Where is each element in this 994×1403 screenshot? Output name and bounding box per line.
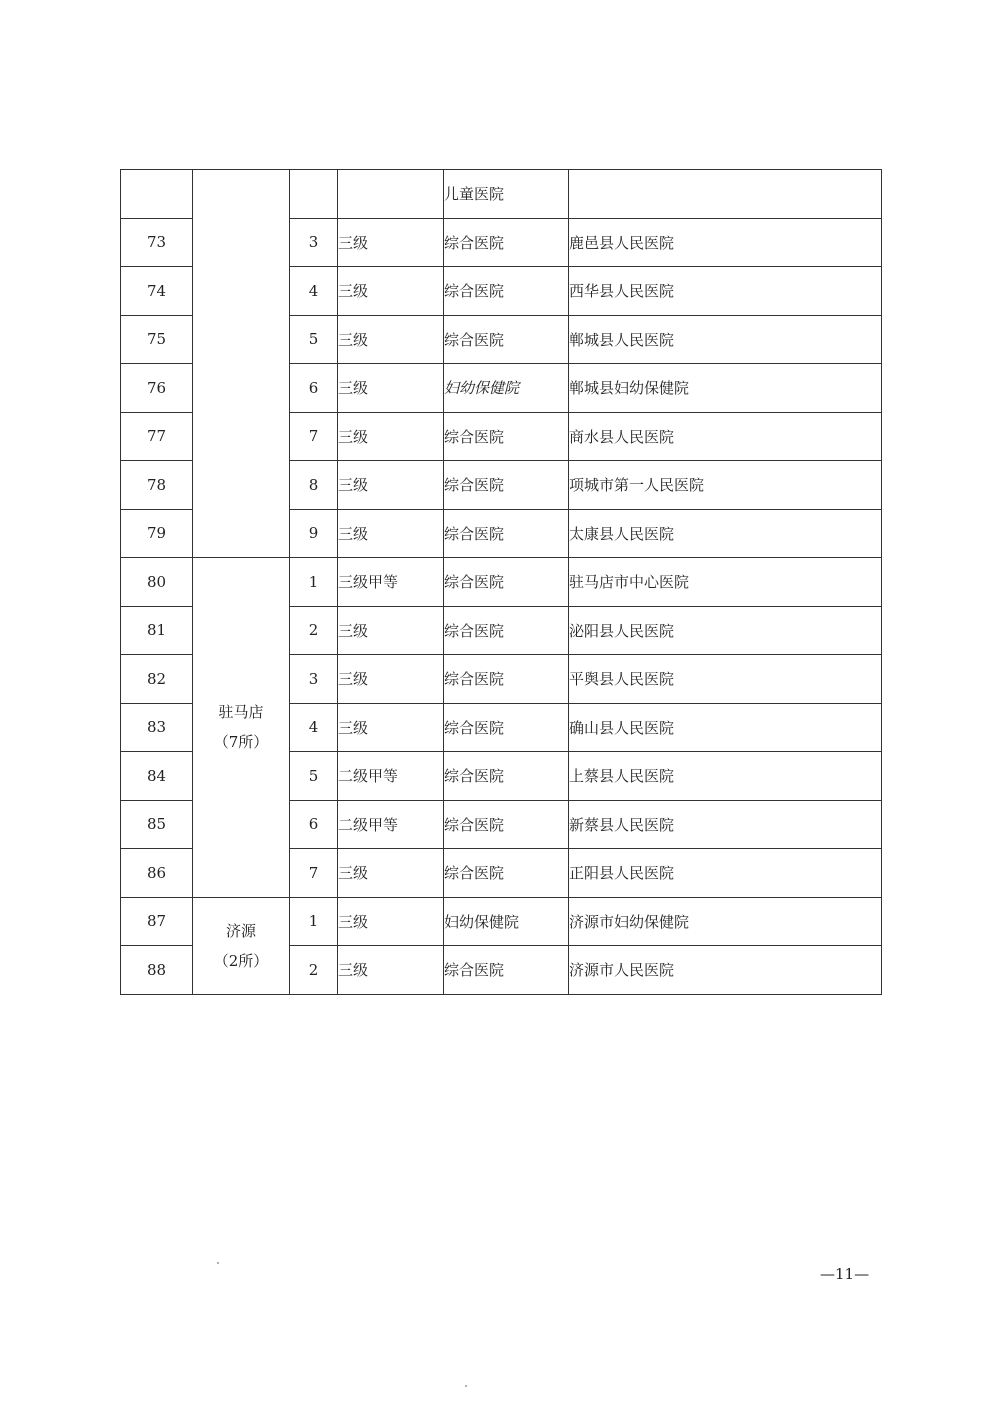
hospital-level: 三级 [338, 509, 444, 558]
hospital-level: 三级 [338, 461, 444, 510]
hospital-type: 妇幼保健院 [444, 364, 569, 413]
hospital-level: 三级 [338, 364, 444, 413]
row-number: 81 [121, 606, 193, 655]
hospital-level: 二级甲等 [338, 752, 444, 801]
sub-number: 2 [290, 606, 338, 655]
row-number: 88 [121, 946, 193, 995]
sub-number: 9 [290, 509, 338, 558]
table-row [121, 897, 882, 946]
hospital-type: 综合医院 [444, 849, 569, 898]
scan-speck [217, 1262, 219, 1264]
hospital-type: 综合医院 [444, 703, 569, 752]
row-number: 84 [121, 752, 193, 801]
sub-number: 4 [290, 267, 338, 316]
sub-number: 2 [290, 946, 338, 995]
row-number: 87 [121, 897, 193, 946]
sub-number: 6 [290, 800, 338, 849]
hospital-type: 综合医院 [444, 752, 569, 801]
hospital-name: 平舆县人民医院 [569, 655, 882, 704]
sub-number [290, 170, 338, 219]
hospital-name: 项城市第一人民医院 [569, 461, 882, 510]
hospital-level: 三级 [338, 267, 444, 316]
sub-number: 1 [290, 558, 338, 607]
hospital-name [569, 170, 882, 219]
hospital-level: 三级 [338, 315, 444, 364]
hospital-name: 太康县人民医院 [569, 509, 882, 558]
city-cell [193, 897, 290, 994]
hospital-type: 综合医院 [444, 558, 569, 607]
row-number: 77 [121, 412, 193, 461]
hospital-name: 西华县人民医院 [569, 267, 882, 316]
hospital-name: 新蔡县人民医院 [569, 800, 882, 849]
hospital-name: 泌阳县人民医院 [569, 606, 882, 655]
hospital-name: 鹿邑县人民医院 [569, 218, 882, 267]
hospital-level: 三级 [338, 946, 444, 995]
hospital-type: 综合医院 [444, 412, 569, 461]
hospital-type: 综合医院 [444, 267, 569, 316]
hospital-type: 综合医院 [444, 461, 569, 510]
city-cell [193, 558, 290, 898]
hospital-type: 综合医院 [444, 800, 569, 849]
sub-number: 1 [290, 897, 338, 946]
hospital-type: 综合医院 [444, 606, 569, 655]
sub-number: 7 [290, 412, 338, 461]
row-number: 85 [121, 800, 193, 849]
hospital-name: 正阳县人民医院 [569, 849, 882, 898]
row-number: 79 [121, 509, 193, 558]
hospital-name: 郸城县妇幼保健院 [569, 364, 882, 413]
hospital-level: 三级 [338, 606, 444, 655]
hospital-level: 三级 [338, 412, 444, 461]
hospital-level: 三级 [338, 849, 444, 898]
sub-number: 4 [290, 703, 338, 752]
hospital-name: 济源市妇幼保健院 [569, 897, 882, 946]
hospital-table [120, 169, 882, 995]
hospital-name: 驻马店市中心医院 [569, 558, 882, 607]
row-number [121, 170, 193, 219]
city-cell [193, 170, 290, 558]
row-number: 75 [121, 315, 193, 364]
row-number: 74 [121, 267, 193, 316]
sub-number: 3 [290, 655, 338, 704]
hospital-name: 上蔡县人民医院 [569, 752, 882, 801]
row-number: 83 [121, 703, 193, 752]
hospital-name: 济源市人民医院 [569, 946, 882, 995]
row-number: 80 [121, 558, 193, 607]
sub-number: 8 [290, 461, 338, 510]
hospital-level: 二级甲等 [338, 800, 444, 849]
row-number: 78 [121, 461, 193, 510]
hospital-level [338, 170, 444, 219]
row-number: 86 [121, 849, 193, 898]
city-count: （2所） [213, 951, 269, 970]
sub-number: 5 [290, 752, 338, 801]
hospital-type: 儿童医院 [444, 170, 569, 219]
row-number: 82 [121, 655, 193, 704]
hospital-name: 确山县人民医院 [569, 703, 882, 752]
hospital-type: 综合医院 [444, 655, 569, 704]
hospital-level: 三级 [338, 897, 444, 946]
hospital-level: 三级 [338, 655, 444, 704]
hospital-type: 综合医院 [444, 509, 569, 558]
city-count: （7所） [213, 733, 269, 752]
hospital-name: 郸城县人民医院 [569, 315, 882, 364]
hospital-level: 三级 [338, 218, 444, 267]
hospital-level: 三级 [338, 703, 444, 752]
city-name: 济源 [225, 921, 256, 940]
hospital-type: 综合医院 [444, 218, 569, 267]
hospital-name: 商水县人民医院 [569, 412, 882, 461]
sub-number: 5 [290, 315, 338, 364]
table-row [121, 170, 882, 219]
hospital-type: 综合医院 [444, 315, 569, 364]
hospital-type: 妇幼保健院 [444, 897, 569, 946]
table-row [121, 558, 882, 607]
row-number: 76 [121, 364, 193, 413]
hospital-level: 三级甲等 [338, 558, 444, 607]
city-name: 驻马店 [218, 703, 264, 722]
sub-number: 7 [290, 849, 338, 898]
page-number: —11— [820, 1265, 870, 1283]
row-number: 73 [121, 218, 193, 267]
sub-number: 6 [290, 364, 338, 413]
scan-speck [465, 1385, 467, 1387]
sub-number: 3 [290, 218, 338, 267]
hospital-type: 综合医院 [444, 946, 569, 995]
